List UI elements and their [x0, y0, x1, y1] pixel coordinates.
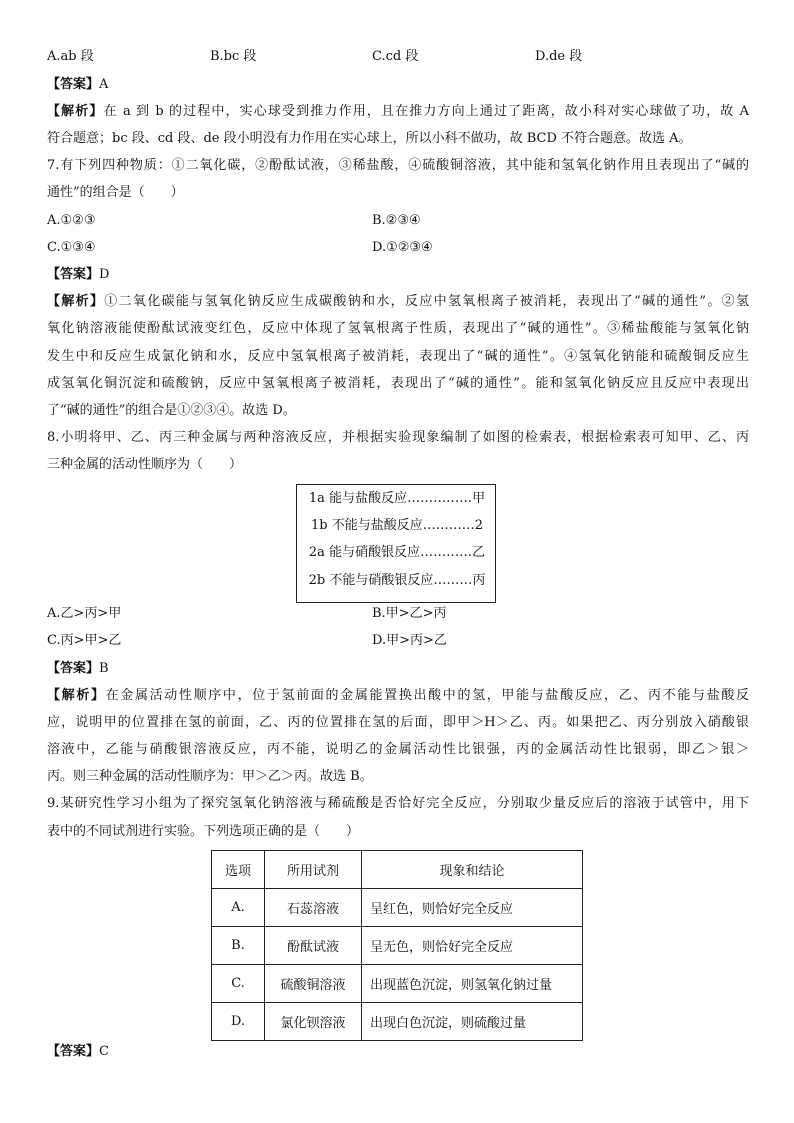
key-code: 2a [308, 545, 325, 560]
key-dots: …………… [407, 491, 473, 506]
key-code: 1a [308, 491, 325, 506]
key-dots: ……… [433, 573, 473, 588]
q8-analysis-line-2: 应，说明甲的位置排在氢的前面，乙、丙的位置排在氢的后面，即甲＞H＞乙、丙。如果把乙、丙分别放入硝酸银 [47, 715, 749, 730]
q6-option-b: B.bc 段 [210, 49, 257, 64]
key-row [297, 572, 497, 590]
table-cell: 石蕊溶液 [265, 889, 362, 927]
q8-answer [47, 660, 109, 678]
key-text: 不能与盐酸反应 [331, 518, 423, 533]
table-cell: 呈红色，则恰好完全反应 [362, 889, 583, 927]
q8-analysis-line-1 [47, 687, 749, 705]
table-cell: 出现白色沉淀，则硫酸过量 [362, 1003, 583, 1041]
search-key-table [296, 484, 496, 603]
q8-option-c: C.丙>甲>乙 [47, 633, 122, 648]
key-code: 1b [310, 518, 328, 533]
analysis-tag: 【解析】 [47, 688, 106, 703]
q7-analysis-line-3: 发生中和反应生成氯化钠和水，反应中氢氧根离子被消耗，表现出了“碱的通性”。④氢氧化钠能和硫酸铜反应生 [47, 349, 749, 364]
answer-value: A [99, 77, 109, 92]
q8-analysis-line-3: 溶液中，乙能与硝酸银溶液反应，丙不能，说明乙的金属活动性比银强，丙的金属活动性比银弱，即乙＞银＞ [47, 742, 749, 757]
q7-option-d: D.①②③④ [372, 240, 433, 255]
key-row [297, 517, 497, 535]
answer-value: C [99, 1044, 109, 1059]
q7-option-a: A.①②③ [47, 213, 96, 228]
table-cell: 氯化钡溶液 [265, 1003, 362, 1041]
key-row [297, 490, 497, 508]
table-row [212, 1003, 583, 1041]
key-result: 甲 [472, 491, 486, 506]
table-row [212, 889, 583, 927]
answer-tag: 【答案】 [47, 267, 100, 282]
q7-option-c: C.①③④ [47, 240, 96, 255]
q6-answer [47, 76, 108, 94]
table-cell: C. [212, 965, 265, 1003]
table-row [212, 927, 583, 965]
analysis-text: 在 a 到 b 的过程中，实心球受到推力作用，且在推力方向上通过了距离，故小科对实心球做了功，故 A [103, 104, 749, 119]
q6-analysis-line-1 [47, 103, 749, 121]
q7-stem-line-2: 通性”的组合是（ ） [47, 185, 184, 200]
table-header-row [212, 851, 583, 889]
q8-stem-line-2: 三种金属的活动性顺序为（ ） [47, 457, 243, 472]
q7-analysis-line-1 [47, 293, 749, 311]
q9-answer [47, 1043, 109, 1061]
table-cell: D. [212, 1003, 265, 1041]
table-row [212, 965, 583, 1003]
analysis-tag: 【解析】 [47, 104, 104, 119]
q8-stem-line-1: 8.小明将甲、乙、丙三种金属与两种溶液反应，并根据实验现象编制了如图的检索表，根据检索表可知甲、乙、丙 [47, 430, 749, 445]
table-cell: 酚酞试液 [265, 927, 362, 965]
q8-option-d: D.甲>丙>乙 [372, 633, 447, 648]
q7-answer [47, 266, 109, 284]
q6-option-d: D.de 段 [535, 49, 583, 64]
key-text: 能与盐酸反应 [329, 491, 408, 506]
answer-tag: 【答案】 [47, 77, 100, 92]
key-row [297, 544, 497, 562]
answer-tag: 【答案】 [47, 1044, 100, 1059]
key-result: 乙 [472, 545, 486, 560]
q7-option-b: B.②③④ [372, 213, 421, 228]
analysis-text: ①二氧化碳能与氢氧化钠反应生成碳酸钠和水，反应中氢氧根离子被消耗，表现出了“碱的通性”。②氢 [104, 294, 749, 309]
table-cell: A. [212, 889, 265, 927]
key-result: 2 [474, 518, 484, 533]
q7-analysis-line-2: 氧化钠溶液能使酚酞试液变红色，反应中体现了氢氧根离子性质，表现出了“碱的通性”。③稀盐酸能与氢氧化钠 [47, 321, 749, 336]
key-text: 不能与硝酸银反应 [329, 573, 434, 588]
q6-option-a: A.ab 段 [47, 49, 94, 64]
table-header-cell: 所用试剂 [265, 851, 362, 889]
table-cell: 出现蓝色沉淀，则氢氧化钠过量 [362, 965, 583, 1003]
q7-stem-line-1: 7.有下列四种物质：①二氧化碳，②酚酞试液，③稀盐酸，④硫酸铜溶液，其中能和氢氧化钠作用且表现出了“碱的 [47, 158, 749, 173]
answer-value: B [99, 661, 109, 676]
q6-option-c: C.cd 段 [372, 49, 419, 64]
key-dots: ………… [420, 545, 473, 560]
table-cell: 呈无色，则恰好完全反应 [362, 927, 583, 965]
q9-stem-line-2: 表中的不同试剂进行实验。下列选项正确的是（ ） [47, 824, 360, 839]
analysis-text: 在金属活动性顺序中，位于氢前面的金属能置换出酸中的氢，甲能与盐酸反应，乙、丙不能与盐酸反 [105, 688, 749, 703]
q9-stem-line-1: 9.某研究性学习小组为了探究氢氧化钠溶液与稀硫酸是否恰好完全反应，分别取少量反应后的溶液于试管中，用下 [47, 796, 749, 811]
q7-analysis-line-4: 成氢氧化铜沉淀和硫酸钠，反应中氢氧根离子被消耗，表现出了“碱的通性”。能和氢氧化钠反应且反应中表现出 [47, 376, 749, 391]
analysis-tag: 【解析】 [47, 294, 105, 309]
key-text: 能与硝酸银反应 [329, 545, 421, 560]
key-code: 2b [308, 573, 326, 588]
table-cell: B. [212, 927, 265, 965]
q8-analysis-line-4: 丙。则三种金属的活动性顺序为：甲＞乙＞丙。故选 B。 [47, 769, 373, 784]
key-result: 丙 [472, 573, 486, 588]
table-header-cell: 现象和结论 [362, 851, 583, 889]
q7-analysis-line-5: 了“碱的通性”的组合是①②③④。故选 D。 [47, 403, 296, 418]
q6-analysis-line-2: 符合题意；bc 段、cd 段、de 段小明没有力作用在实心球上，所以小科不做功，故 BCD 不符合题意。故选 A。 [47, 131, 692, 146]
reagent-options-table [211, 850, 583, 1041]
table-cell: 硫酸铜溶液 [265, 965, 362, 1003]
q8-option-b: B.甲>乙>丙 [372, 606, 447, 621]
key-dots: ………… [422, 518, 475, 533]
q8-option-a: A.乙>丙>甲 [47, 606, 122, 621]
answer-value: D [99, 267, 110, 282]
answer-tag: 【答案】 [47, 661, 100, 676]
table-header-cell: 选项 [212, 851, 265, 889]
